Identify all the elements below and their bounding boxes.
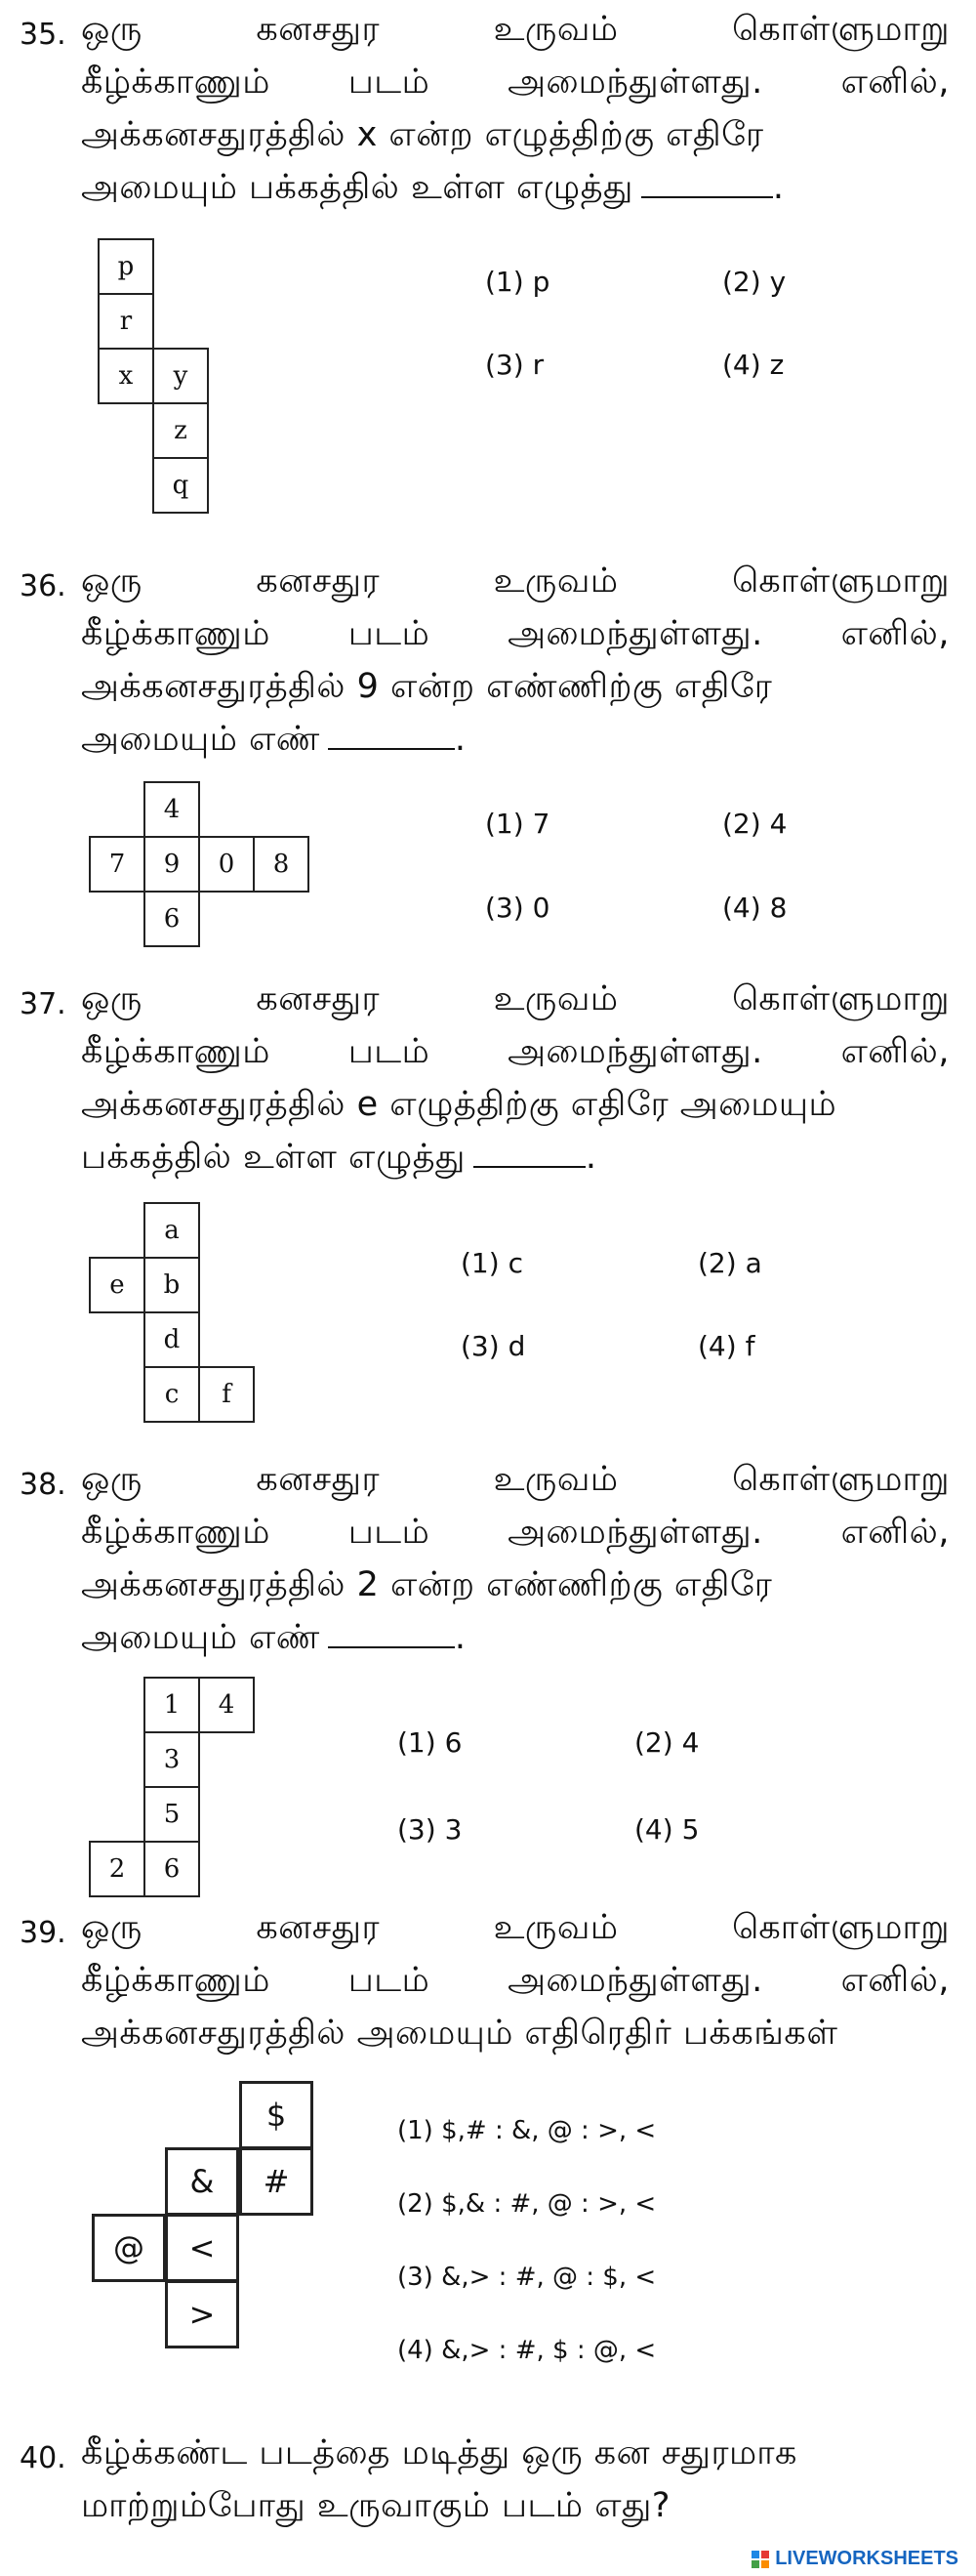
word: ஒரு — [81, 1908, 142, 1947]
word: கீழ்க்காணும் — [81, 62, 270, 102]
period: . — [585, 1138, 597, 1177]
question-text: அமையும் எண் — [81, 1618, 320, 1657]
word: கொள்ளுமாறு — [732, 1460, 950, 1499]
question-line-4 — [81, 1618, 466, 1661]
option-3[interactable]: (3) 0 — [485, 892, 550, 924]
word: கனசதுர — [256, 1460, 381, 1499]
net-cell: 4 — [198, 1677, 255, 1733]
option-2[interactable]: (2) 4 — [722, 808, 788, 840]
question-line-3: அக்கனசதுரத்தில் அமையும் எதிரெதிர் பக்கங்கள் — [81, 2014, 838, 2053]
option-1[interactable]: (1) p — [485, 266, 550, 298]
question-line-3: அக்கனசதுரத்தில் x என்ற எழுத்திற்கு எதிரே — [81, 115, 764, 154]
question-number: 36. — [20, 569, 66, 603]
word: உருவம் — [493, 979, 619, 1018]
word: ஒரு — [81, 10, 142, 49]
option-3[interactable]: (3) d — [461, 1330, 526, 1362]
net-cell: p — [98, 238, 154, 295]
option-4[interactable]: (4) f — [698, 1330, 755, 1362]
question-line-2 — [81, 62, 950, 105]
net-cell: 3 — [143, 1731, 200, 1788]
word: படம் — [347, 614, 430, 653]
word: கனசதுர — [256, 1908, 381, 1947]
period: . — [454, 720, 467, 759]
option-4[interactable]: (4) 5 — [634, 1813, 700, 1846]
answer-blank[interactable] — [473, 1139, 586, 1168]
net-cell: d — [143, 1311, 200, 1368]
question-line-4 — [81, 720, 466, 763]
word: படம் — [347, 1961, 430, 2000]
question-number: 40. — [20, 2441, 66, 2475]
option-2[interactable]: (2) 4 — [634, 1726, 700, 1759]
net-cell: r — [98, 293, 154, 350]
word: கனசதுர — [256, 979, 381, 1018]
question-line-1: கீழ்க்கண்ட படத்தை மடித்து ஒரு கன சதுரமாக — [81, 2433, 797, 2472]
question-line-2 — [81, 1032, 950, 1075]
word: கொள்ளுமாறு — [732, 10, 950, 49]
word: அமைந்துள்ளது. — [508, 1513, 763, 1552]
word: உருவம் — [493, 561, 619, 601]
word: கொள்ளுமாறு — [732, 979, 950, 1018]
word: எனில், — [840, 1513, 950, 1552]
option-1[interactable]: (1) 7 — [485, 808, 550, 840]
logo-text: LIVEWORKSHEETS — [775, 2548, 958, 2569]
word: அமைந்துள்ளது. — [508, 614, 763, 653]
word: கீழ்க்காணும் — [81, 1513, 270, 1552]
question-line-2 — [81, 1961, 950, 2004]
word: எனில், — [840, 1961, 950, 2000]
word: படம் — [347, 1032, 430, 1071]
net-cell: b — [143, 1257, 200, 1313]
question-line-3: அக்கனசதுரத்தில் 2 என்ற எண்ணிற்கு எதிரே — [81, 1565, 773, 1604]
word: எனில், — [840, 62, 950, 102]
question-number: 37. — [20, 987, 66, 1021]
net-cell: 0 — [198, 836, 255, 893]
word: எனில், — [840, 614, 950, 653]
net-cell: 1 — [143, 1677, 200, 1733]
option-4[interactable]: (4) 8 — [722, 892, 788, 924]
word: உருவம் — [493, 10, 619, 49]
word: எனில், — [840, 1032, 950, 1071]
question-line-1 — [81, 1908, 950, 1951]
net-cell: f — [198, 1366, 255, 1423]
question-number: 38. — [20, 1468, 66, 1502]
option-3[interactable]: (3) 3 — [397, 1813, 463, 1846]
net-cell: 8 — [253, 836, 309, 893]
option-1[interactable]: (1) $,# : &, @ : >, < — [397, 2116, 657, 2145]
net-cell: a — [143, 1202, 200, 1259]
answer-blank[interactable] — [328, 721, 455, 750]
word: கீழ்க்காணும் — [81, 1961, 270, 2000]
answer-blank[interactable] — [641, 169, 773, 198]
word: கீழ்க்காணும் — [81, 1032, 270, 1071]
net-cell: @ — [92, 2214, 166, 2282]
question-line-1 — [81, 979, 950, 1022]
word: உருவம் — [493, 1460, 619, 1499]
word: கொள்ளுமாறு — [732, 1908, 950, 1947]
net-cell: $ — [239, 2081, 313, 2149]
word: உருவம் — [493, 1908, 619, 1947]
option-2[interactable]: (2) a — [698, 1247, 762, 1279]
net-cell: 7 — [89, 836, 145, 893]
word: கொள்ளுமாறு — [732, 561, 950, 601]
word: கீழ்க்காணும் — [81, 614, 270, 653]
net-cell: 6 — [143, 891, 200, 947]
net-cell: # — [239, 2147, 313, 2216]
net-cell: > — [165, 2280, 239, 2348]
question-line-1 — [81, 10, 950, 53]
question-line-4 — [81, 1138, 597, 1181]
question-text: அமையும் எண் — [81, 720, 320, 759]
option-3[interactable]: (3) r — [485, 349, 545, 381]
period: . — [454, 1618, 467, 1657]
word: படம் — [347, 1513, 430, 1552]
liveworksheets-logo-icon — [752, 2551, 769, 2568]
net-cell: c — [143, 1366, 200, 1423]
word: அமைந்துள்ளது. — [508, 1961, 763, 2000]
net-cell: q — [152, 457, 209, 514]
question-line-1 — [81, 1460, 950, 1503]
word: படம் — [347, 62, 430, 102]
option-2[interactable]: (2) y — [722, 266, 787, 298]
option-1[interactable]: (1) c — [461, 1247, 523, 1279]
net-cell: 6 — [143, 1841, 200, 1897]
word: அமைந்துள்ளது. — [508, 1032, 763, 1071]
word: அமைந்துள்ளது. — [508, 62, 763, 102]
answer-blank[interactable] — [328, 1619, 455, 1648]
question-line-2 — [81, 1513, 950, 1556]
question-line-1 — [81, 561, 950, 604]
net-cell: 4 — [143, 781, 200, 838]
liveworksheets-logo — [752, 2548, 958, 2570]
question-number: 35. — [20, 18, 66, 52]
question-line-3: அக்கனசதுரத்தில் 9 என்ற எண்ணிற்கு எதிரே — [81, 667, 773, 706]
net-cell: y — [152, 348, 209, 404]
question-line-3: அக்கனசதுரத்தில் e எழுத்திற்கு எதிரே அமையும் — [81, 1085, 837, 1124]
word: ஒரு — [81, 561, 142, 601]
word: ஒரு — [81, 1460, 142, 1499]
option-1[interactable]: (1) 6 — [397, 1726, 463, 1759]
word: ஒரு — [81, 979, 142, 1018]
net-cell: x — [98, 348, 154, 404]
option-4[interactable]: (4) z — [722, 349, 785, 381]
net-cell: z — [152, 402, 209, 459]
option-3[interactable]: (3) &,> : #, @ : $, < — [397, 2263, 657, 2292]
question-number: 39. — [20, 1916, 66, 1950]
question-text: பக்கத்தில் உள்ள எழுத்து — [81, 1138, 466, 1177]
question-text: அமையும் பக்கத்தில் உள்ள எழுத்து — [81, 168, 633, 207]
question-line-2 — [81, 614, 950, 657]
period: . — [772, 168, 785, 207]
net-cell: 2 — [89, 1841, 145, 1897]
net-cell: & — [165, 2147, 239, 2216]
net-cell: e — [89, 1257, 145, 1313]
net-cell: 5 — [143, 1786, 200, 1843]
question-line-4 — [81, 168, 785, 211]
question-line-2: மாற்றும்போது உருவாகும் படம் எது? — [81, 2486, 671, 2525]
net-cell: < — [165, 2214, 239, 2282]
option-4[interactable]: (4) &,> : #, $ : @, < — [397, 2336, 657, 2365]
net-cell: 9 — [143, 836, 200, 893]
option-2[interactable]: (2) $,& : #, @ : >, < — [397, 2189, 657, 2219]
word: கனசதுர — [256, 10, 381, 49]
word: கனசதுர — [256, 561, 381, 601]
